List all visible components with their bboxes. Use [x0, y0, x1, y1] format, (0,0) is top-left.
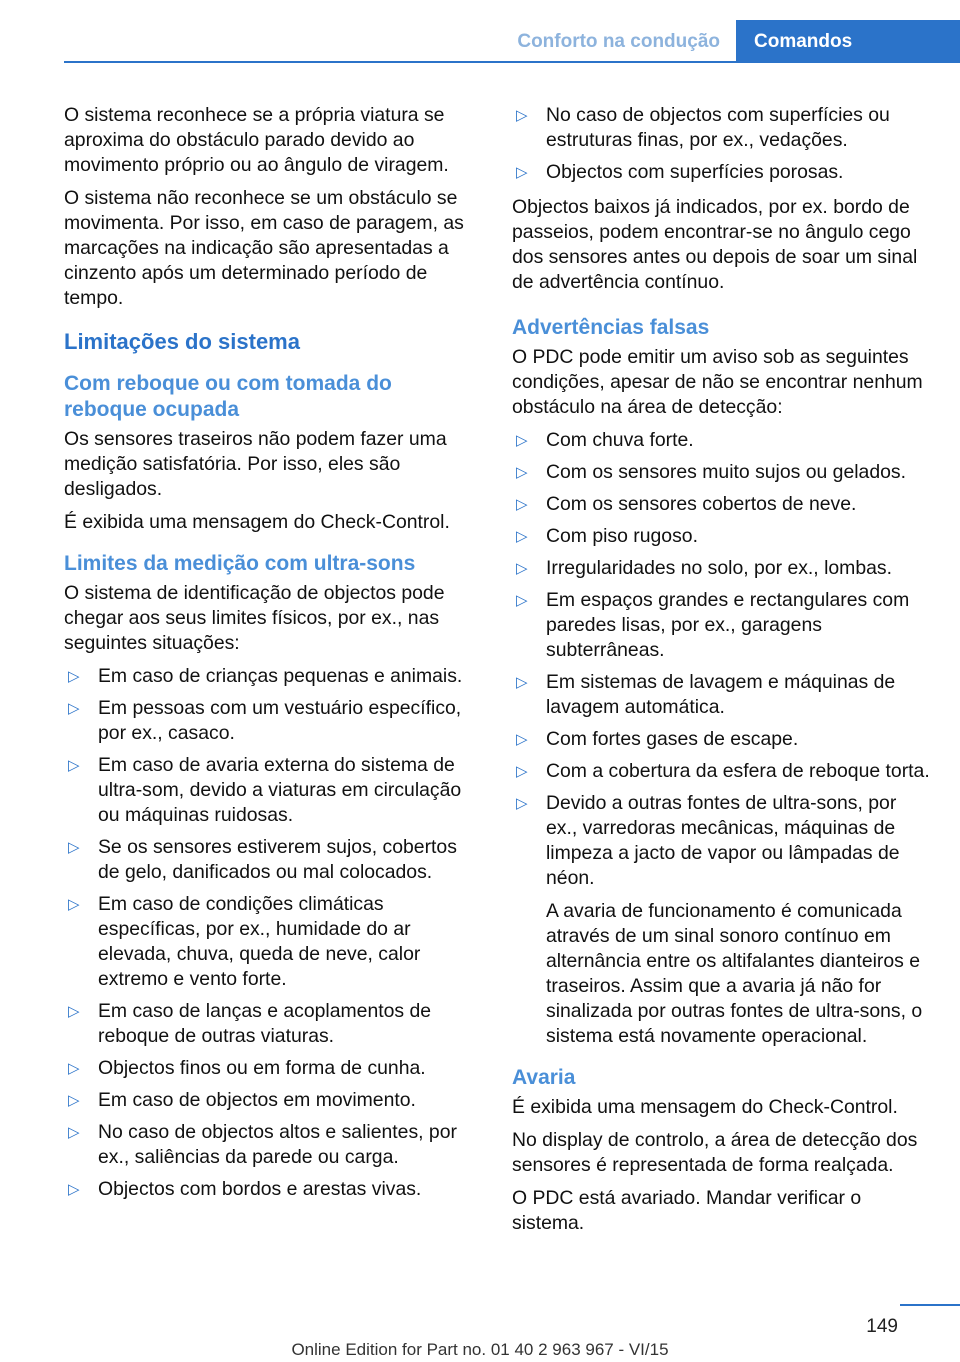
page-number: 149: [866, 1316, 898, 1337]
list-item: ▷ Objectos com superfícies porosas.: [516, 161, 844, 183]
paragraph: Os sensores traseiros não podem fazer uma medição satisfatória. Por isso, eles são desligados.: [64, 428, 447, 500]
heading-ultrasonic-limits: Limites da medição com ultra-sons: [64, 552, 416, 575]
list-item: ▷ Com fortes gases de escape.: [516, 728, 799, 750]
bullet-triangle-icon: ▷: [516, 560, 528, 577]
list-item-note: A avaria de funcionamento é comunicada através de um sinal sonoro contínuo em alternância entre os altifalantes dianteiros e traseiros. Assim que a avaria já não for sinalizada por outras fontes de ultra-sons, o sistema está novamente operacional.: [546, 900, 923, 1047]
situation-list: [64, 664, 476, 1202]
bullet-triangle-icon: ▷: [516, 528, 528, 545]
heading-trailer: Com reboque ou com tomada do reboque ocupada: [64, 372, 392, 421]
bullet-triangle-icon: ▷: [68, 896, 80, 913]
paragraph: O PDC está avariado. Mandar verificar o sistema.: [512, 1187, 862, 1234]
bullet-triangle-icon: ▷: [516, 795, 528, 812]
bullet-triangle-icon: ▷: [68, 1092, 80, 1109]
list-item: ▷ Objectos com bordos e arestas vivas.: [68, 1178, 422, 1200]
paragraph: O PDC pode emitir um aviso sob as seguintes condições, apesar de não se encontrar nenhum obstáculo na área de detecção:: [512, 346, 923, 418]
list-item: ▷ Com a cobertura da esfera de reboque torta.: [516, 760, 930, 782]
heading-fault: Avaria: [512, 1066, 576, 1089]
bullet-triangle-icon: ▷: [68, 1003, 80, 1020]
list-item: ▷ Em caso de condições climáticas específicas, por ex., humidade do ar elevada, chuva, queda de neve, calor extremo e vento forte.: [68, 893, 421, 990]
object-list: [512, 103, 930, 185]
list-item: ▷ Em caso de lanças e acoplamentos de reboque de outras viaturas.: [68, 1000, 432, 1047]
list-item: ▷ No caso de objectos altos e salientes, por ex., saliências da parede ou carga.: [68, 1121, 457, 1168]
bullet-triangle-icon: ▷: [68, 839, 80, 856]
footer-rule: [900, 1304, 960, 1306]
paragraph: No display de controlo, a área de detecção dos sensores é representada de forma realçada.: [512, 1129, 918, 1176]
list-item: ▷ Com piso rugoso.: [516, 525, 698, 547]
list-item: ▷ Em caso de avaria externa do sistema de ultra-som, devido a viaturas em circulação ou máquinas ruidosas.: [68, 754, 462, 826]
bullet-triangle-icon: ▷: [516, 592, 528, 609]
bullet-triangle-icon: ▷: [516, 464, 528, 481]
list-item: ▷ Se os sensores estiverem sujos, cobertos de gelo, danificados ou mal colocados.: [68, 836, 457, 883]
list-item: ▷ Em pessoas com um vestuário específico, por ex., casaco.: [68, 697, 462, 744]
list-item: ▷ Em caso de objectos em movimento.: [68, 1089, 416, 1111]
edition-footer: Online Edition for Part no. 01 40 2 963 967 - VI/15: [291, 1340, 669, 1359]
bullet-triangle-icon: ▷: [68, 1181, 80, 1198]
bullet-triangle-icon: ▷: [516, 731, 528, 748]
list-item: ▷ Com os sensores cobertos de neve.: [516, 493, 857, 515]
list-item: ▷ Irregularidades no solo, por ex., lombas.: [516, 557, 892, 579]
bullet-triangle-icon: ▷: [68, 1124, 80, 1141]
list-item: ▷ Com chuva forte.: [516, 429, 694, 451]
bullet-triangle-icon: ▷: [516, 674, 528, 691]
bullet-triangle-icon: ▷: [68, 700, 80, 717]
list-item: ▷ Objectos finos ou em forma de cunha.: [68, 1057, 426, 1079]
heading-system-limits: Limitações do sistema: [64, 329, 300, 354]
paragraph: É exibida uma mensagem do Check-Control.: [512, 1096, 898, 1118]
bullet-triangle-icon: ▷: [516, 432, 528, 449]
list-item: ▷ Em caso de crianças pequenas e animais.: [68, 665, 463, 687]
list-item: ▷ No caso de objectos com superfícies ou estruturas finas, por ex., vedações.: [516, 104, 890, 151]
paragraph: Objectos baixos já indicados, por ex. bordo de passeios, podem encontrar-se no ângulo cego dos sensores antes ou depois de soar um sinal de advertência contínuo.: [512, 196, 918, 293]
bullet-triangle-icon: ▷: [516, 107, 528, 124]
bullet-triangle-icon: ▷: [516, 496, 528, 513]
bullet-triangle-icon: ▷: [516, 164, 528, 181]
bullet-triangle-icon: ▷: [68, 668, 80, 685]
bullet-triangle-icon: ▷: [68, 1060, 80, 1077]
right-column: [512, 103, 930, 1244]
list-item: ▷ Devido a outras fontes de ultra-sons, por ex., varredoras mecânicas, máquinas de limpeza a jacto de vapor ou lâmpadas de néon. A avaria de funcionamento é comunicada através de um sinal sonoro contínuo em alternância entre os altifalantes dianteiros e traseiros. Assim que a avaria já não for sinalizada por outras fontes de ultra-sons, o sistema está novamente operacional.: [512, 791, 930, 1049]
list-item: ▷ Em espaços grandes e rectangulares com paredes lisas, por ex., garagens subterrâneas.: [516, 589, 910, 661]
bullet-triangle-icon: ▷: [516, 763, 528, 780]
header-rule: [64, 61, 960, 63]
list-item: ▷ Com os sensores muito sujos ou gelados.: [516, 461, 906, 483]
paragraph: O sistema de identificação de objectos pode chegar aos seus limites físicos, por ex., nas seguintes situações:: [64, 582, 445, 654]
list-item: ▷ Em sistemas de lavagem e máquinas de lavagem automática.: [516, 671, 896, 718]
header-chapter-tab: Comandos: [736, 20, 960, 63]
bullet-triangle-icon: ▷: [68, 757, 80, 774]
paragraph: O sistema reconhece se a própria viatura se aproxima do obstáculo parado devido ao movimento próprio ou ao ângulo de viragem.: [64, 104, 449, 176]
header-section-title: Conforto na condução: [517, 31, 720, 52]
heading-false-warnings: Advertências falsas: [512, 316, 710, 339]
paragraph: O sistema não reconhece se um obstáculo se movimenta. Por isso, em caso de paragem, as marcações na indicação são apresentadas a cinzento após um determinado período de tempo.: [64, 187, 464, 309]
left-column: [64, 103, 476, 1212]
paragraph: É exibida uma mensagem do Check-Control.: [64, 511, 450, 533]
false-warning-list: [512, 428, 930, 1049]
